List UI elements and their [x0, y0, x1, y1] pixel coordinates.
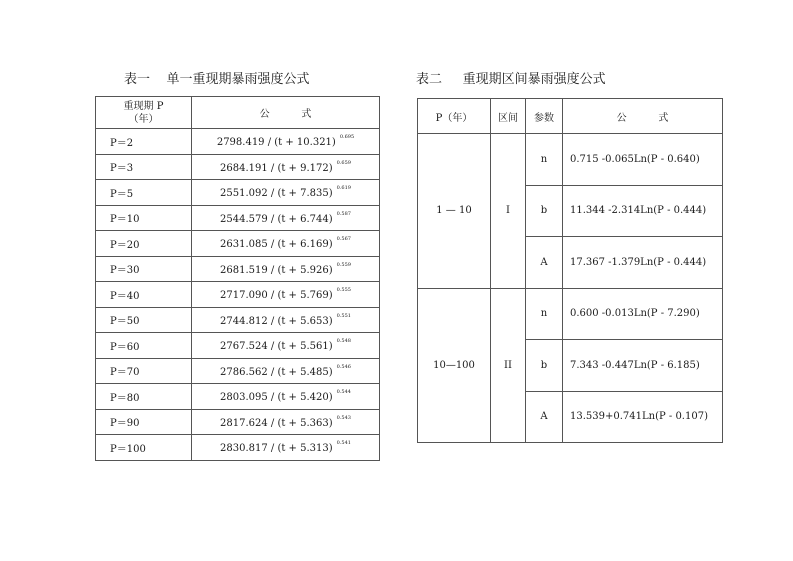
param-cell: A — [526, 391, 563, 443]
formula-text: 2803.095 / (t + 5.420) — [220, 392, 333, 404]
period-cell: P＝90 — [96, 409, 192, 435]
formula-cell — [192, 180, 380, 206]
formula-cell — [192, 282, 380, 308]
formula-cell — [192, 307, 380, 333]
table1-title: 表一 单一重现期暴雨强度公式 — [124, 72, 310, 87]
period-cell: P＝80 — [96, 384, 192, 410]
formula-text: 2631.085 / (t + 6.169) — [220, 239, 333, 251]
formula-text: 2767.524 / (t + 5.561) — [220, 341, 333, 353]
table-row — [96, 256, 380, 282]
period-cell: P＝10 — [96, 205, 192, 231]
formula-text: 2544.579 / (t + 6.744) — [220, 213, 333, 225]
formula-cell — [192, 129, 380, 155]
formula-text: 2786.562 / (t + 5.485) — [220, 366, 333, 378]
formula-cell — [192, 154, 380, 180]
formula-text: 2684.191 / (t + 9.172) — [220, 162, 333, 174]
table-row — [418, 288, 723, 340]
formula-text: 2830.817 / (t + 5.313) — [220, 443, 333, 455]
table1-header-row — [96, 97, 380, 129]
period-range-cell: 1 — 10 — [418, 134, 491, 289]
table-row — [418, 134, 723, 186]
param-cell: b — [526, 185, 563, 237]
formula-exponent: 0.541 — [336, 440, 351, 447]
table-row — [96, 154, 380, 180]
table-row — [96, 384, 380, 410]
period-cell: P＝5 — [96, 180, 192, 206]
table-row — [96, 409, 380, 435]
formula-cell: 17.367 -1.379Ln(P - 0.444) — [563, 237, 723, 289]
formula-cell — [192, 384, 380, 410]
formula-cell: 7.343 -0.447Ln(P - 6.185) — [563, 340, 723, 392]
formula-exponent: 0.695 — [339, 134, 355, 141]
formula-cell — [192, 409, 380, 435]
interval-formula-table — [417, 98, 723, 443]
param-cell: b — [526, 340, 563, 392]
period-cell: P＝3 — [96, 154, 192, 180]
formula-text: 2717.090 / (t + 5.769) — [220, 290, 333, 302]
period-range-cell: 10—100 — [418, 288, 491, 443]
period-cell: P＝2 — [96, 129, 192, 155]
header-formula: 公 式 — [192, 97, 380, 129]
period-cell: P＝20 — [96, 231, 192, 257]
table-row — [96, 205, 380, 231]
formula-cell — [192, 256, 380, 282]
table-row — [96, 435, 380, 461]
formula-cell: 0.600 -0.013Ln(P - 7.290) — [563, 288, 723, 340]
param-cell: n — [526, 134, 563, 186]
formula-text: 2551.092 / (t + 7.835) — [220, 188, 333, 200]
formula-exponent: 0.555 — [336, 287, 351, 294]
table-row — [96, 180, 380, 206]
table-row — [96, 282, 380, 308]
formula-cell — [192, 231, 380, 257]
formula-cell — [192, 205, 380, 231]
formula-cell: 0.715 -0.065Ln(P - 0.640) — [563, 134, 723, 186]
formula-exponent: 0.544 — [336, 389, 351, 396]
period-cell: P＝70 — [96, 358, 192, 384]
header-period-line2: （年） — [128, 113, 159, 125]
table-row — [96, 307, 380, 333]
header-param: 参数 — [526, 99, 563, 134]
formula-exponent: 0.546 — [336, 363, 351, 370]
formula-exponent: 0.543 — [336, 414, 351, 421]
formula-exponent: 0.551 — [336, 312, 351, 319]
period-cell: P＝50 — [96, 307, 192, 333]
period-cell: P＝30 — [96, 256, 192, 282]
header-period: P（年） — [418, 99, 491, 134]
header-zone: 区间 — [491, 99, 526, 134]
period-cell: P＝40 — [96, 282, 192, 308]
formula-cell — [192, 358, 380, 384]
formula-cell: 11.344 -2.314Ln(P - 0.444) — [563, 185, 723, 237]
formula-exponent: 0.619 — [336, 185, 351, 192]
table2-header-row — [418, 99, 723, 134]
single-period-formula-table — [95, 96, 380, 461]
table-row — [96, 129, 380, 155]
zone-cell: II — [491, 288, 526, 443]
header-period — [96, 97, 192, 129]
table-row — [96, 358, 380, 384]
param-cell: n — [526, 288, 563, 340]
formula-cell — [192, 435, 380, 461]
period-cell: P＝100 — [96, 435, 192, 461]
formula-text: 2798.419 / (t + 10.321) — [216, 137, 336, 149]
formula-text: 2681.519 / (t + 5.926) — [220, 264, 333, 276]
formula-cell: 13.539+0.741Ln(P - 0.107) — [563, 391, 723, 443]
header-period-line1: 重现期 P — [123, 100, 164, 112]
formula-exponent: 0.587 — [336, 210, 351, 217]
formula-text: 2817.624 / (t + 5.363) — [220, 417, 333, 429]
period-cell: P＝60 — [96, 333, 192, 359]
table2-title: 表二 重现期区间暴雨强度公式 — [416, 72, 606, 87]
param-cell: A — [526, 237, 563, 289]
zone-cell: I — [491, 134, 526, 289]
formula-text: 2744.812 / (t + 5.653) — [220, 315, 333, 327]
header-formula: 公 式 — [563, 99, 723, 134]
formula-exponent: 0.548 — [336, 338, 351, 345]
formula-exponent: 0.567 — [336, 236, 351, 243]
formula-exponent: 0.559 — [336, 261, 351, 268]
formula-cell — [192, 333, 380, 359]
formula-exponent: 0.659 — [336, 159, 351, 166]
table-row — [96, 333, 380, 359]
table-row — [96, 231, 380, 257]
